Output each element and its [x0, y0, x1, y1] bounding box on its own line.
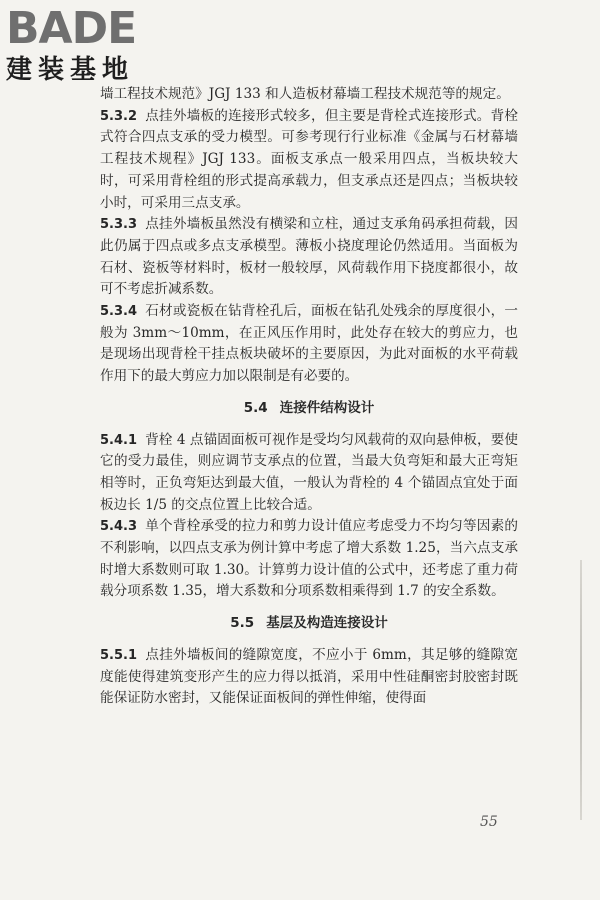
logo-subtitle: 建装基地: [6, 55, 135, 85]
section-heading: [100, 398, 518, 420]
clause-text: 单个背栓承受的拉力和剪力设计值应考虑受力不均匀等因素的不利影响，以四点支承为例计算中考虑了增大系数 1.25，当六点支承时增大系数则可取 1.30。计算剪力设计值的公式中，还考虑了重力荷载分项系数 1.35，增大系数和分项系数相乘得到 1.7 的安全系数。: [100, 518, 518, 600]
document-body: [100, 84, 518, 710]
logo-wordmark: BADE: [6, 3, 137, 54]
clause-paragraph: [100, 645, 518, 710]
clause-paragraph: [100, 516, 518, 603]
clause-number: 5.3.3: [100, 217, 138, 233]
clause-paragraph: [100, 106, 518, 215]
page-edge-shadow: [580, 560, 582, 820]
clause-number: 5.5.1: [100, 647, 138, 663]
clause-number: 5.3.2: [100, 108, 138, 124]
clause-paragraph: [100, 214, 518, 301]
clause-text: 墙工程技术规范》JGJ 133 和人造板材幕墙工程技术规范等的规定。: [100, 86, 510, 102]
clause-paragraph: [100, 301, 518, 388]
section-number: 5.4: [243, 399, 268, 416]
bade-logo: [6, 3, 181, 96]
clause-number: 5.3.4: [100, 304, 138, 320]
clause-text: 点挂外墙板的连接形式较多，但主要是背栓式连接形式。背栓式符合四点支承的受力模型。可参考现行行业标准《金属与石材幕墙工程技术规程》JGJ 133。面板支承点一般采用四点，当板块较大时，可采用背栓组的形式提高承载力，但支承点还是四点；当板块较小时，可采用三点支承。: [100, 107, 518, 211]
page-number: 55: [480, 814, 498, 830]
clause-paragraph: [100, 430, 518, 517]
section-title: 基层及构造连接设计: [266, 615, 388, 632]
clause-text: 背栓 4 点锚固面板可视作是受均匀风载荷的双向悬伸板，要使它的受力最佳，则应调节支承点的位置，当最大负弯矩和最大正弯矩相等时，正负弯矩达到最大值，一般认为背栓的 4 个锚固点宜处于面板边长 1/5 的交点位置上比较合适。: [100, 431, 518, 513]
clause-text: 点挂外墙板虽然没有横梁和立柱，通过支承角码承担荷载，因此仍属于四点或多点支承模型。薄板小挠度理论仍然适用。当面板为石材、瓷板等材料时，板材一般较厚，风荷载作用下挠度都很小，故可不考虑折减系数。: [100, 216, 518, 298]
clause-text: 石材或瓷板在钻背栓孔后，面板在钻孔处残余的厚度很小，一般为 3mm～10mm，在正风压作用时，此处存在较大的剪应力，也是现场出现背栓干挂点板块破坏的主要原因，为此对面板的水平荷载作用下的最大剪应力加以限制是有必要的。: [100, 303, 518, 385]
clause-text: 点挂外墙板间的缝隙宽度，不应小于 6mm，其足够的缝隙宽度能使得建筑变形产生的应力得以抵消，采用中性硅酮密封胶密封既能保证防水密封，又能保证面板间的弹性伸缩，使得面: [100, 646, 518, 707]
clause-paragraph: [100, 84, 518, 106]
section-number: 5.5: [230, 615, 255, 632]
clause-number: 5.4.3: [100, 519, 138, 535]
clause-number: 5.4.1: [100, 432, 138, 448]
section-title: 连接件结构设计: [279, 399, 375, 416]
section-heading: [100, 613, 518, 635]
